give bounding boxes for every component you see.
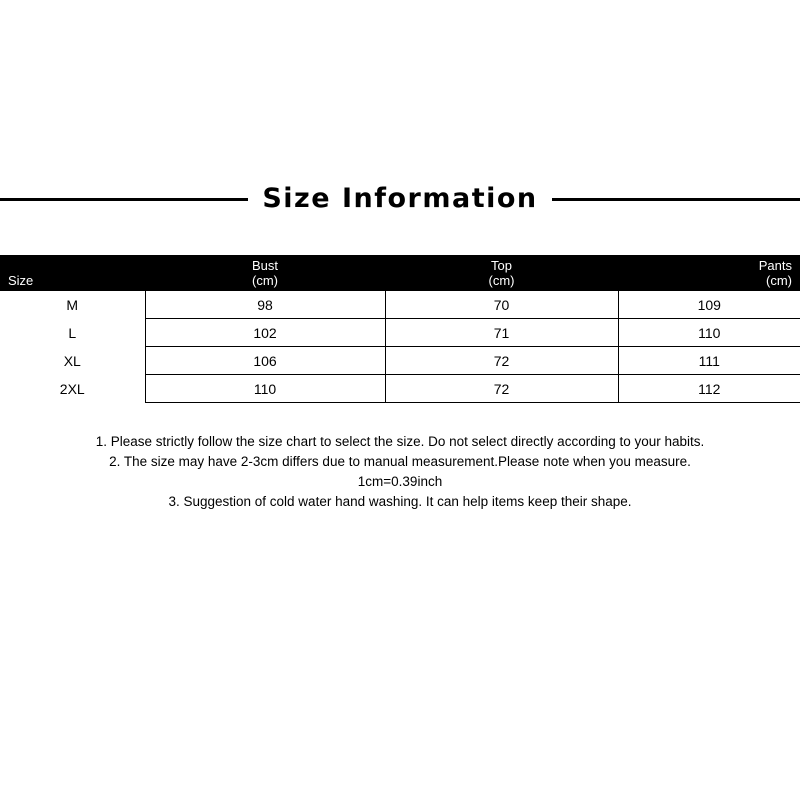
table-row [0, 319, 800, 347]
size-table-container [0, 255, 800, 403]
header-pants-label: Pants [758, 258, 792, 273]
cell-size: XL [63, 352, 81, 369]
cell-bust: 106 [145, 347, 385, 375]
note-item: 1cm=0.39inch [357, 474, 443, 489]
cell-pants: 109 [618, 291, 800, 319]
header-top-unit: (cm) [488, 273, 515, 288]
cell-top: 71 [385, 319, 618, 347]
cell-size: M [66, 296, 79, 313]
cell-size: L [68, 324, 77, 341]
care-notes [0, 432, 800, 512]
cell-size: 2XL [59, 380, 85, 397]
table-row [0, 375, 800, 403]
table-header-row [0, 255, 800, 291]
title-rule-left [0, 198, 248, 201]
cell-bust: 110 [145, 375, 385, 403]
note-item: 1. Please strictly follow the size chart to select the size. Do not select directly according to your habits. [95, 434, 705, 449]
header-top-label: Top [491, 258, 512, 273]
note-item: 3. Suggestion of cold water hand washing. It can help items keep their shape. [168, 494, 632, 509]
table-row [0, 291, 800, 319]
cell-top: 72 [385, 375, 618, 403]
table-row [0, 347, 800, 375]
page-title: Size Information [262, 183, 538, 214]
header-size [0, 255, 145, 291]
note-item: 2. The size may have 2-3cm differs due to manual measurement.Please note when you measure. [109, 454, 691, 469]
cell-bust: 102 [145, 319, 385, 347]
header-size-label: Size [8, 273, 34, 288]
header-pants-unit: (cm) [766, 273, 792, 288]
header-pants [618, 255, 800, 291]
title-rule-right [552, 198, 800, 201]
cell-pants: 111 [618, 347, 800, 375]
header-top [385, 255, 618, 291]
header-bust [145, 255, 385, 291]
cell-pants: 112 [618, 375, 800, 403]
page-title-block [0, 182, 800, 216]
cell-top: 70 [385, 291, 618, 319]
cell-top: 72 [385, 347, 618, 375]
cell-pants: 110 [618, 319, 800, 347]
cell-bust: 98 [145, 291, 385, 319]
header-bust-unit: (cm) [252, 273, 278, 288]
header-bust-label: Bust [251, 258, 278, 273]
size-table [0, 255, 800, 403]
